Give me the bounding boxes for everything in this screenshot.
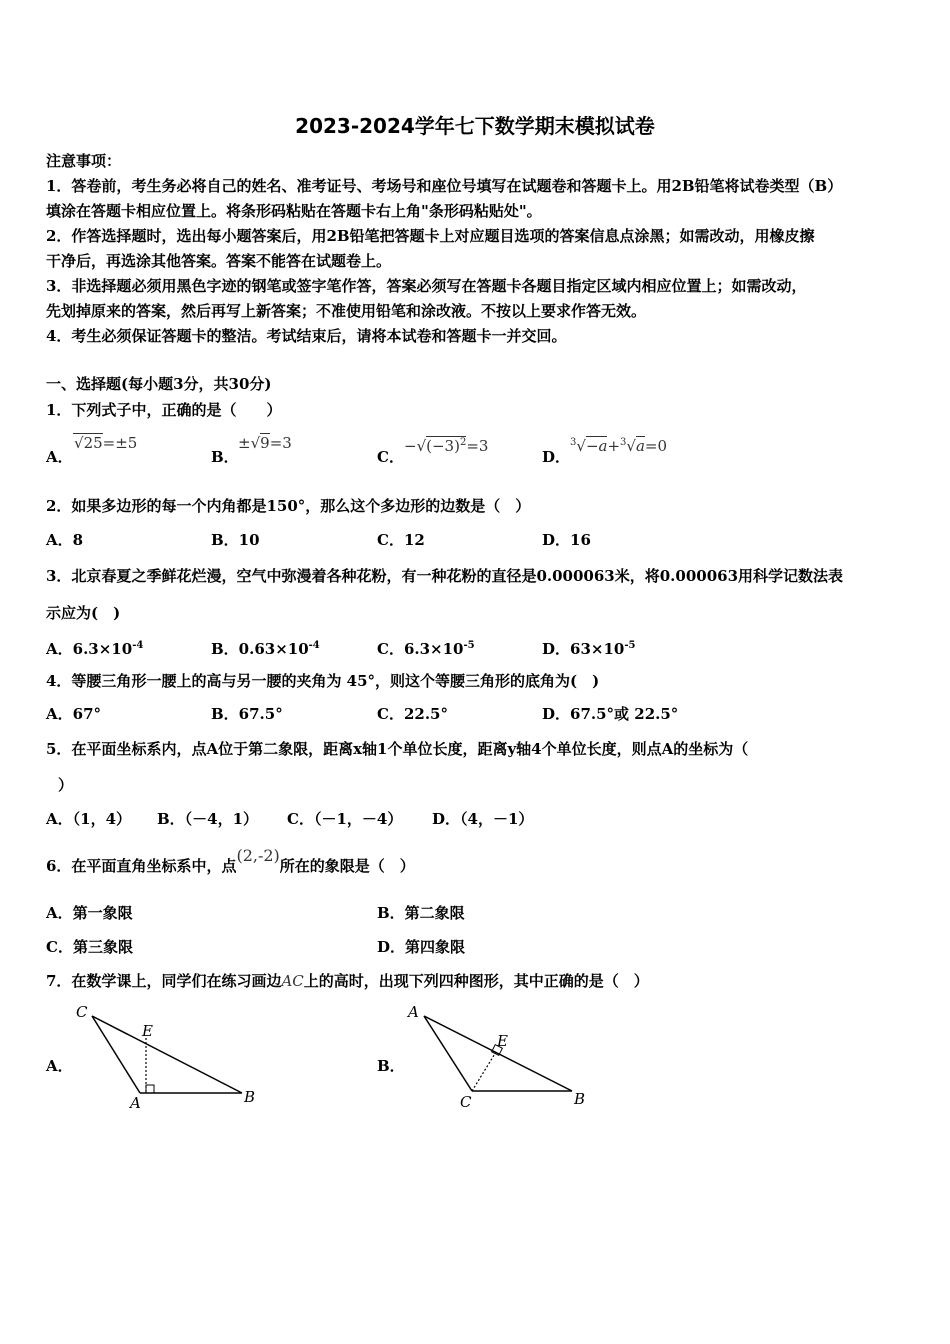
q1-option-b-formula: ±√9=3 (238, 434, 292, 452)
q5-option-d: D．（4，－1） (432, 810, 534, 828)
q1-option-a: A． (46, 448, 73, 466)
fig-a-label-c: C (76, 1003, 88, 1021)
question-6-stem: 6．在平面直角坐标系中，点(2,-2)所在的象限是（ ） (46, 846, 415, 875)
fig-b-label-b: B (574, 1090, 586, 1108)
question-7-stem: 7．在数学课上，同学们在练习画边AC上的高时，出现下列四种图形，其中正确的是（ ） (46, 972, 649, 990)
q7-option-a: A． (46, 1057, 73, 1075)
fig-b-label-e: E (497, 1032, 508, 1050)
q4-option-c: C．22.5° (377, 705, 448, 723)
q1-option-b: B． (211, 448, 239, 466)
q7-figure-b (400, 1000, 600, 1115)
q7-option-b: B． (377, 1057, 405, 1075)
q3-option-c: C．$6.3\times 10^{-5}$ (377, 640, 475, 658)
q5-option-a: A．（1，4） (46, 810, 132, 828)
q2-option-c: C．12 (377, 531, 425, 549)
q6-option-d: D．第四象限 (377, 938, 466, 956)
notice-line: 1．答卷前，考生务必将自己的姓名、准考证号、考场号和座位号填写在试题卷和答题卡上。用2B铅笔将试卷类型（B） (46, 177, 843, 195)
q1-option-a-formula: √25=±5 (74, 434, 138, 452)
fig-a-label-b: B (244, 1088, 256, 1106)
section-heading: 一、选择题(每小题3分，共30分) (46, 375, 272, 393)
question-3-stem: 3．北京春夏之季鲜花烂漫，空气中弥漫着各种花粉，有一种花粉的直径是0.000063米，将0.000063用科学记数法表 (46, 567, 844, 585)
question-5-stem-cont: ） (58, 776, 74, 794)
q4-option-a: A．67° (46, 705, 102, 723)
question-4-stem: 4．等腰三角形一腰上的高与另一腰的夹角为 45°，则这个等腰三角形的底角为( ) (46, 672, 600, 690)
q2-option-a: A．8 (46, 531, 84, 549)
q4-option-d: D．67.5°或 22.5° (542, 705, 679, 723)
question-2-stem: 2．如果多边形的每一个内角都是150°，那么这个多边形的边数是（ ） (46, 497, 531, 515)
q4-option-b: B．67.5° (211, 705, 283, 723)
q7-figure-a (70, 1000, 270, 1115)
q3-option-a: A．$6.3\times 10^{-4}$ (46, 640, 144, 658)
question-3-stem-cont: 示应为( ) (46, 604, 121, 622)
q1-option-d-formula: $^3$√−a+$^3$√a=0 (570, 437, 668, 455)
q6-option-c: C．第三象限 (46, 938, 133, 956)
notice-line: 3．非选择题必须用黑色字迹的钢笔或签字笔作答，答案必须写在答题卡各题目指定区域内相应位置上；如需改动， (46, 277, 807, 295)
q1-option-d: D． (542, 448, 571, 466)
notice-line: 填涂在答题卡相应位置上。将条形码粘贴在答题卡右上角"条形码粘贴处"。 (46, 202, 542, 220)
notice-line: 4．考生必须保证答题卡的整洁。考试结束后，请将本试卷和答题卡一并交回。 (46, 327, 567, 345)
fig-a-label-e: E (142, 1022, 153, 1040)
notice-line: 2．作答选择题时，选出每小题答案后，用2B铅笔把答题卡上对应题目选项的答案信息点涂黑；如需改动，用橡皮擦 (46, 227, 815, 245)
q3-option-d: D．$63\times 10^{-5}$ (542, 640, 636, 658)
q6-option-b: B．第二象限 (377, 904, 465, 922)
q6-option-a: A．第一象限 (46, 904, 133, 922)
question-1-stem: 1．下列式子中，正确的是（ ） (46, 401, 282, 419)
q5-option-c: C．（－1，－4） (287, 810, 403, 828)
q1-option-c: C． (377, 448, 404, 466)
notice-heading: 注意事项： (46, 152, 122, 170)
page-title: 2023-2024学年七下数学期末模拟试卷 (295, 114, 655, 138)
fig-b-label-c: C (460, 1093, 472, 1111)
q1-option-c-formula: $-√(-3)^2=3$ (404, 437, 489, 455)
fig-a-label-a: A (130, 1094, 141, 1112)
notice-line: 干净后，再选涂其他答案。答案不能答在试题卷上。 (46, 252, 392, 270)
fig-b-label-a: A (408, 1003, 419, 1021)
q5-option-b: B．（－4，1） (157, 810, 259, 828)
q3-option-b: B．$0.63\times 10^{-4}$ (211, 640, 320, 658)
notice-line: 先划掉原来的答案，然后再写上新答案；不准使用铅笔和涂改液。不按以上要求作答无效。 (46, 302, 647, 320)
q2-option-b: B．10 (211, 531, 260, 549)
question-5-stem: 5．在平面坐标系内，点A位于第二象限，距离x轴1个单位长度，距离y轴4个单位长度，则点A的坐标为（ (46, 740, 749, 758)
q2-option-d: D．16 (542, 531, 591, 549)
